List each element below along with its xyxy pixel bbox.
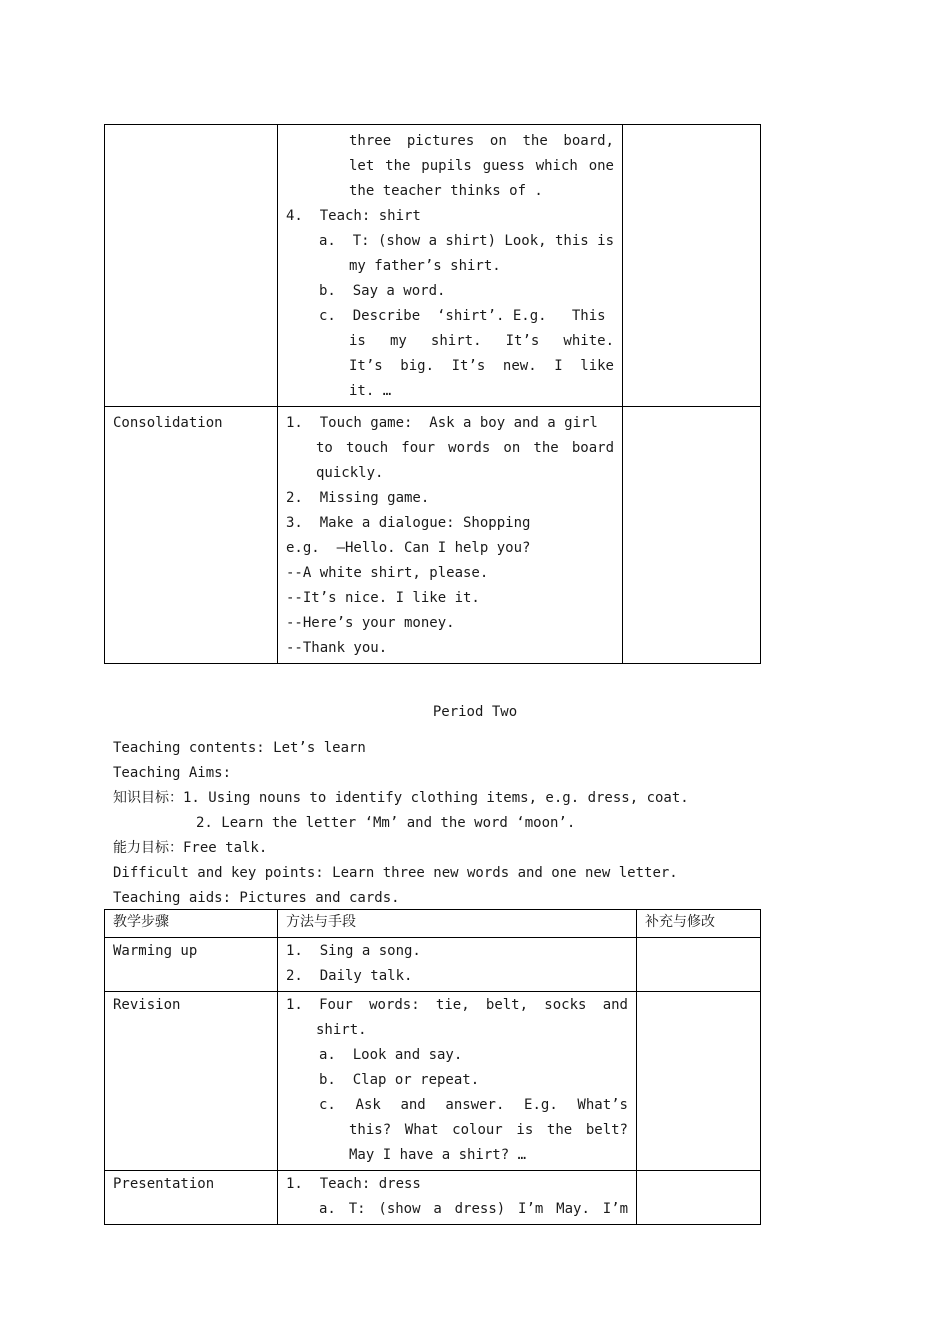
step-label: Consolidation [113, 415, 223, 431]
table-header-row [105, 910, 761, 938]
table-row [105, 125, 761, 407]
notes-cell [623, 407, 761, 664]
step-cell [105, 1171, 278, 1225]
step-label: Presentation [113, 1176, 215, 1192]
column-header-notes: 补充与修改 [645, 914, 715, 930]
list-line: --Thank you. [286, 640, 388, 656]
table-row [105, 1171, 761, 1225]
list-line: c. Describe ‘shirt’. E.g. This [319, 308, 606, 324]
list-line: 3. Make a dialogue: Shopping [286, 515, 531, 531]
step-cell [105, 992, 278, 1171]
step-cell [105, 125, 278, 407]
list-line: a. T: (show a shirt) Look, this is [319, 233, 615, 249]
list-line: 2. Daily talk. [286, 968, 413, 984]
list-line: --It’s nice. I like it. [286, 590, 480, 606]
list-line: the teacher thinks of . [349, 183, 543, 199]
list-line: 1. Four words: tie, belt, socks and [286, 997, 628, 1013]
list-line: 1. Touch game: Ask a boy and a girl [286, 415, 598, 431]
teaching-contents: Teaching contents: Let’s learn [113, 740, 366, 756]
notes-cell [623, 125, 761, 407]
teaching-aids: Teaching aids: Pictures and cards. [113, 890, 400, 906]
list-line: e.g. –Hello. Can I help you? [286, 540, 531, 556]
list-line: 2. Missing game. [286, 490, 430, 506]
list-line: shirt. [316, 1022, 367, 1038]
list-line: it. … [349, 383, 392, 399]
ability-aim [113, 836, 267, 861]
list-line: May I have a shirt? … [349, 1147, 527, 1163]
list-line: quickly. [316, 465, 384, 481]
lesson-table-period-one [104, 124, 761, 664]
list-line: 1. Sing a song. [286, 943, 421, 959]
list-line: to touch four words on the board [316, 440, 614, 456]
method-cell [278, 125, 623, 407]
list-line: c. Ask and answer. E.g. What’s [319, 1097, 628, 1113]
step-label: Warming up [113, 943, 198, 959]
method-cell [278, 992, 637, 1171]
notes-cell [637, 992, 761, 1171]
list-line: b. Say a word. [319, 283, 446, 299]
teaching-aims: Teaching Aims: [113, 765, 232, 781]
method-cell [278, 1171, 637, 1225]
table-row [105, 992, 761, 1171]
list-line: is my shirt. It’s white. [349, 333, 614, 349]
difficult-points: Difficult and key points: Learn three new words and one new letter. [113, 865, 678, 881]
step-label: Revision [113, 997, 181, 1013]
list-line: It’s big. It’s new. I like [349, 358, 614, 374]
list-line: b. Clap or repeat. [319, 1072, 480, 1088]
lesson-table-period-two [104, 909, 761, 1225]
list-line: this? What colour is the belt? [349, 1122, 628, 1138]
list-line: --A white shirt, please. [286, 565, 489, 581]
knowledge-text-1: 1. Using nouns to identify clothing items, e.g. dress, coat. [183, 790, 689, 806]
column-header-methods: 方法与手段 [286, 914, 356, 930]
period-title: Period Two [432, 704, 518, 720]
list-line: --Here’s your money. [286, 615, 455, 631]
step-cell [105, 938, 278, 992]
table-row [105, 407, 761, 664]
list-line: a. Look and say. [319, 1047, 463, 1063]
list-line: let the pupils guess which one [349, 158, 614, 174]
ability-text: Free talk. [183, 840, 268, 856]
column-header-steps: 教学步骤 [113, 914, 169, 930]
list-line: my father’s shirt. [349, 258, 501, 274]
list-line: 4. Teach: shirt [286, 208, 421, 224]
knowledge-aim-1 [113, 786, 689, 811]
method-cell [278, 407, 623, 664]
notes-cell [637, 1171, 761, 1225]
ability-label: 能力目标： [113, 840, 183, 856]
table-row [105, 938, 761, 992]
knowledge-label: 知识目标： [113, 790, 183, 806]
list-line: three pictures on the board, [349, 133, 614, 149]
knowledge-aim-2: 2. Learn the letter ‘Mm’ and the word ‘moon’. [196, 815, 576, 831]
method-cell [278, 938, 637, 992]
notes-cell [637, 938, 761, 992]
list-line: a. T: (show a dress) I’m May. I’m [319, 1201, 628, 1217]
list-line: 1. Teach: dress [286, 1176, 421, 1192]
step-cell [105, 407, 278, 664]
